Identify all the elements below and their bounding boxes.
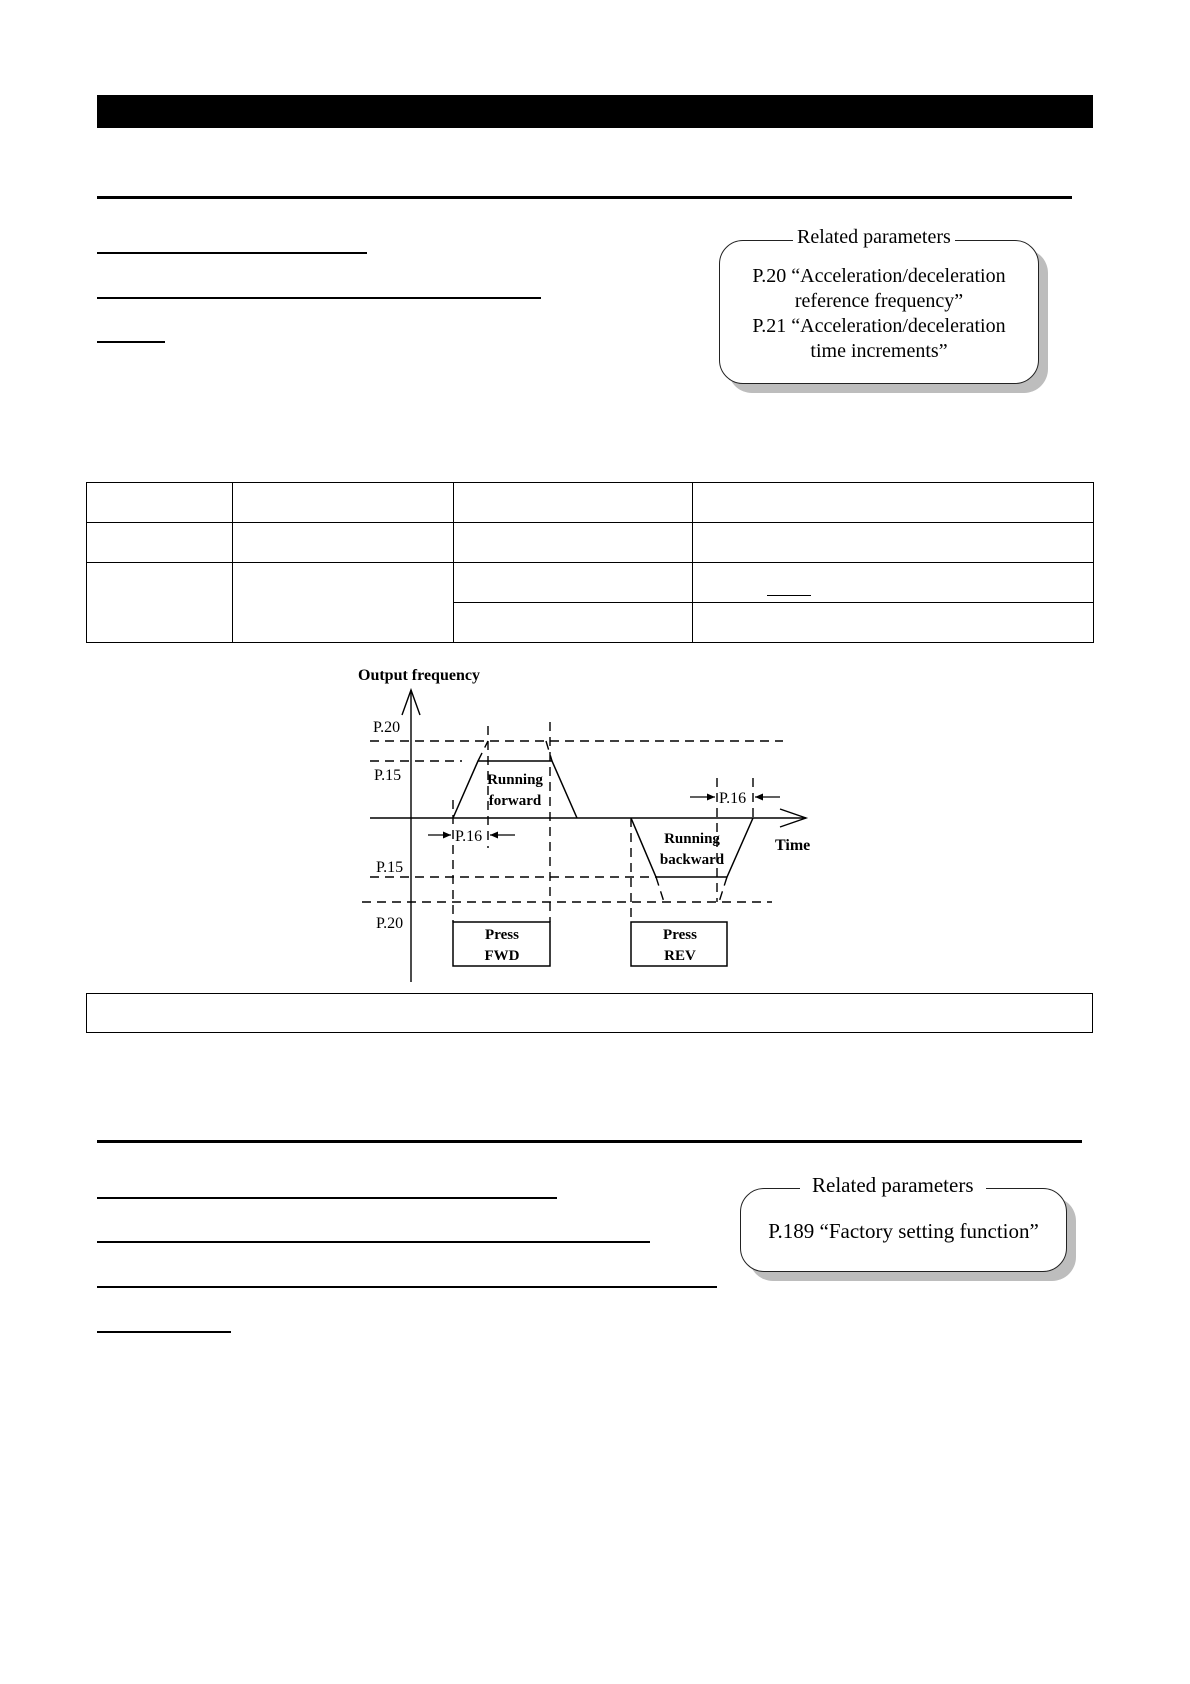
section-divider-top [97,196,1072,199]
ramp-extension [656,877,664,902]
related-parameters-title-2: Related parameters [800,1173,986,1197]
forward-run-profile [453,761,577,818]
table-cell [87,483,233,523]
p15-lower-label: P.15 [376,859,404,876]
running-backward-label: Running [664,831,720,847]
related-param-line: P.189 “Factory setting function” [768,1219,1039,1243]
table-cell [693,523,1094,563]
ramp-extension [719,877,727,902]
table-row [87,483,1094,523]
table-cell [693,483,1094,523]
ramp-extension [546,741,552,761]
press-fwd-label: Press [485,927,519,943]
cell-underline-mark [767,595,811,597]
underline-7 [97,1331,231,1333]
table-row [87,563,1094,603]
parameter-table [86,482,1094,643]
table-row [87,523,1094,563]
accel-time-label: P.16 [719,790,747,807]
underline-2 [97,297,541,299]
p20-lower-label: P.20 [376,915,404,932]
section-divider-bottom [97,1140,1082,1143]
related-parameters-box-2 [740,1188,1067,1272]
accel-time-label: P.16 [455,828,483,845]
running-forward-label: forward [488,793,542,809]
table-cell [454,563,693,603]
table-cell [87,523,233,563]
underline-6 [97,1286,717,1288]
ramp-extension [478,741,488,761]
press-fwd-label: FWD [484,948,520,964]
table-cell [454,483,693,523]
underline-3 [97,341,165,343]
table-cell [87,563,233,643]
p20-upper-label: P.20 [373,719,401,736]
table-cell [233,483,454,523]
running-forward-label: Running [487,772,543,788]
reverse-run-profile [631,818,753,877]
related-param-line: time increments” [810,340,948,362]
table-cell [233,523,454,563]
press-rev-label: REV [664,948,696,964]
running-backward-label: backward [659,852,725,868]
underline-4 [97,1197,557,1199]
related-param-line: P.21 “Acceleration/deceleration [752,315,1006,337]
y-axis-label: Output frequency [358,667,480,684]
press-rev-label: Press [663,927,697,943]
related-parameters-box [719,240,1039,384]
table-cell [693,563,1094,603]
table-cell [454,523,693,563]
related-parameters-title: Related parameters [793,225,955,249]
underline-5 [97,1241,650,1243]
related-param-line: reference frequency” [794,290,964,312]
section-header-bar [97,95,1093,128]
underline-1 [97,252,367,254]
related-param-line: P.20 “Acceleration/deceleration [752,265,1006,287]
table-cell [454,603,693,643]
p15-upper-label: P.15 [374,767,402,784]
jog-timing-diagram [340,660,840,990]
table-cell [233,563,454,643]
note-box [86,993,1093,1033]
table-cell [693,603,1094,643]
x-axis-label: Time [775,837,811,854]
